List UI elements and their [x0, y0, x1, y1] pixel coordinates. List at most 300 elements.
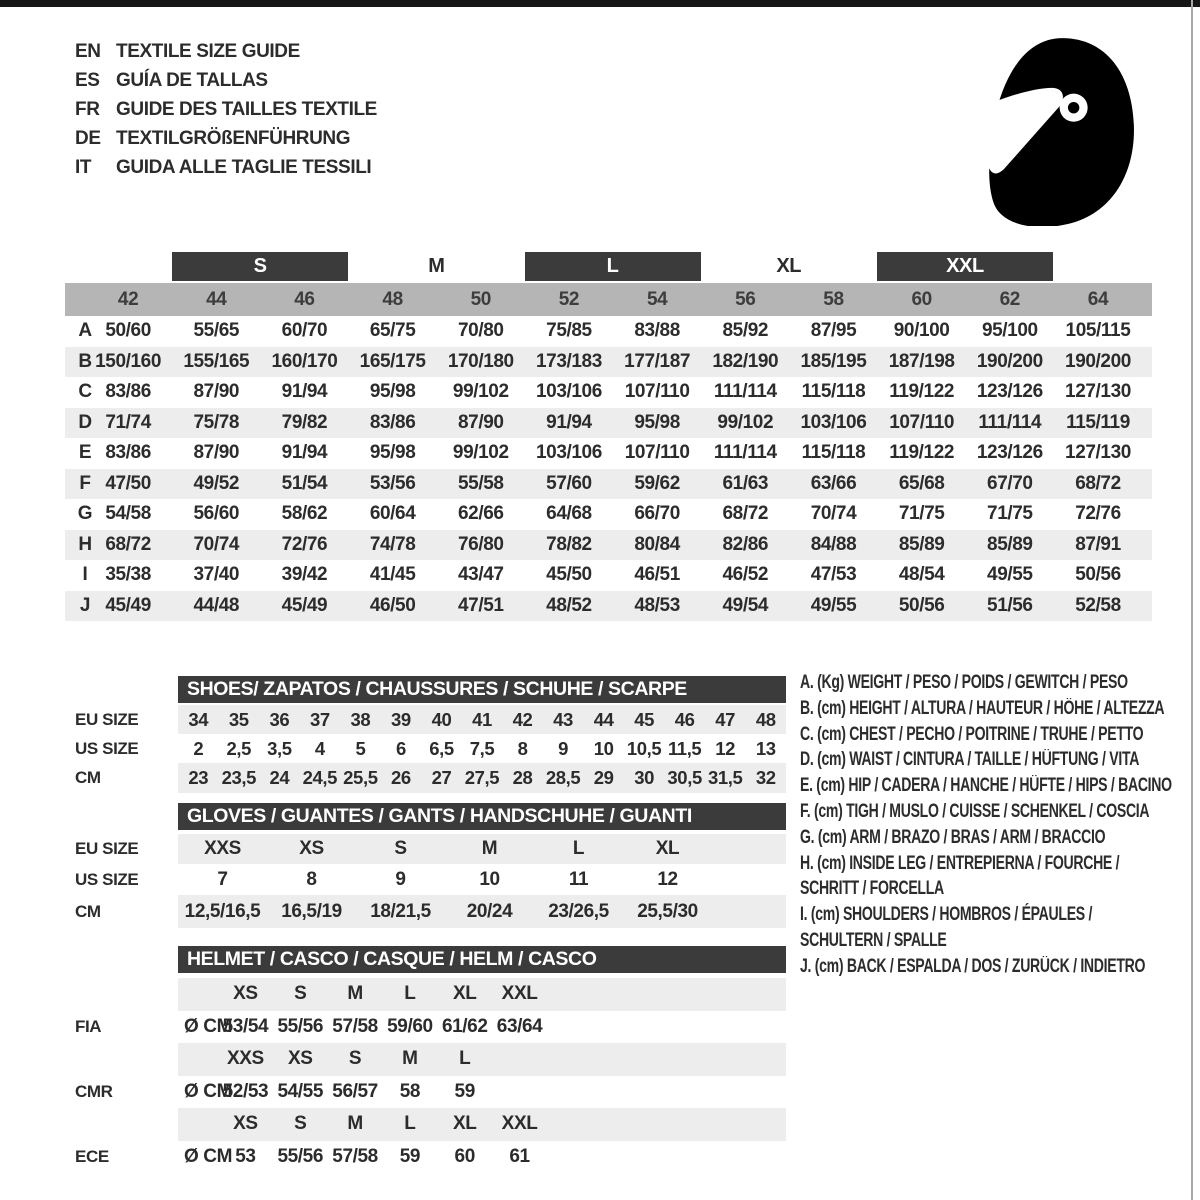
guide-title: GUIDE DES TAILLES TEXTILE: [116, 99, 377, 120]
size-value: 155/165: [183, 350, 250, 372]
size-value: 111/114: [713, 442, 777, 463]
size-value: 55/58: [458, 472, 504, 494]
size-value: 83/88: [634, 320, 680, 341]
size-value: 91/94: [281, 442, 328, 463]
size-value: 65/68: [898, 472, 945, 494]
row-values: [84, 560, 1142, 591]
shoes-us-size-label: US SIZE: [75, 739, 139, 758]
size-value: 64/68: [546, 503, 592, 524]
gloves-header-bar-label: GLOVES / GUANTES / GANTS / HANDSCHUHE / GUANTI: [187, 805, 692, 827]
legend-line: G. (cm) ARM / BRAZO / BRAS / ARM / BRACCIO: [800, 826, 1106, 848]
size-value: 78/82: [546, 533, 592, 555]
apparel-row-D: [0, 408, 1200, 439]
size-value: 83/86: [369, 411, 416, 433]
size-value: 50/56: [898, 594, 945, 616]
row-letter: H: [78, 533, 92, 555]
size-value: 74/78: [369, 533, 416, 555]
row-letter: C: [78, 381, 92, 402]
size-value: 23/26,5: [548, 901, 609, 922]
size-value: 115/119: [1066, 411, 1130, 433]
size-band-s: S: [172, 252, 348, 281]
size-value: 34: [188, 709, 209, 730]
gloves-cm-label: CM: [75, 902, 101, 921]
size-value: 68/72: [1075, 472, 1121, 494]
helmet-values-ece: [218, 1141, 547, 1174]
size-value: XXS: [227, 1048, 264, 1069]
row-letter: D: [78, 411, 92, 433]
size-value: 83/86: [105, 442, 151, 463]
apparel-row-I: [0, 560, 1200, 591]
size-value: 127/130: [1065, 442, 1131, 463]
size-value: 115/118: [801, 442, 866, 463]
size-band-l: L: [525, 252, 701, 281]
row-values: [84, 316, 1142, 347]
gloves-header-bar: [178, 803, 786, 830]
size-value: 79/82: [281, 411, 328, 433]
language-code: ES: [75, 70, 100, 91]
size-value: 91/94: [546, 411, 592, 433]
size-value: 28,5: [545, 767, 581, 788]
size-value: 173/183: [536, 350, 602, 372]
size-value: 55/56: [277, 1145, 324, 1167]
size-band-xxl: XXL: [877, 252, 1053, 281]
size-value: 11,5: [667, 738, 702, 759]
size-value: 50/56: [1075, 564, 1121, 585]
row-values: [84, 530, 1142, 561]
size-value: 68/72: [722, 503, 769, 524]
size-value: 25,5: [343, 767, 378, 788]
size-value: 55/56: [277, 1015, 324, 1037]
size-value: L: [404, 983, 416, 1004]
size-value: 57/60: [546, 472, 592, 494]
size-value: M: [402, 1048, 418, 1069]
diameter-label: Ø CM: [184, 1145, 233, 1167]
size-value: 12,5/16,5: [184, 901, 261, 922]
row-values: [84, 438, 1142, 469]
size-value: 46/50: [369, 594, 416, 616]
size-value: 85/89: [898, 533, 945, 555]
size-value: 95/98: [634, 411, 680, 433]
row-values: [84, 408, 1142, 439]
gloves-cm-values: [178, 895, 712, 928]
size-value: 54/58: [105, 503, 151, 524]
apparel-row-E: [0, 438, 1200, 469]
helmet-header-bar-label: HELMET / CASCO / CASQUE / HELM / CASCO: [187, 948, 597, 970]
shoes-cm-values: [178, 763, 786, 793]
legend-item: [800, 747, 1200, 773]
size-value: 60: [454, 1145, 475, 1167]
size-value: 63/64: [496, 1015, 543, 1037]
size-value: 10: [593, 738, 614, 759]
size-value: 7: [217, 869, 228, 890]
size-value: S: [294, 1113, 307, 1134]
size-value: 87/90: [193, 381, 240, 402]
size-value: 68/72: [105, 533, 151, 555]
row-values: [84, 591, 1142, 622]
legend-item: [800, 696, 1200, 722]
size-value: 20/24: [466, 901, 513, 922]
row-letter: A: [78, 320, 92, 341]
numeric-size: 64: [1087, 289, 1109, 310]
size-value: 85/92: [722, 320, 769, 341]
legend-item: [800, 722, 1200, 748]
size-value: 150/160: [95, 350, 162, 372]
size-value: 70/80: [458, 320, 504, 341]
size-value: 18/21,5: [370, 901, 431, 922]
apparel-row-H: [0, 530, 1200, 561]
size-value: 90/100: [893, 320, 950, 341]
size-value: 91/94: [281, 381, 328, 402]
size-value: 107/110: [889, 411, 955, 433]
shoes-us-values: [178, 734, 786, 763]
numeric-size: 56: [735, 289, 756, 310]
guide-title: TEXTILE SIZE GUIDE: [116, 41, 300, 62]
size-value: 58/62: [281, 503, 328, 524]
size-value: 56/60: [193, 503, 240, 524]
numeric-size: 44: [206, 289, 227, 310]
size-value: 48/54: [898, 564, 945, 585]
size-value: XL: [655, 838, 680, 859]
size-value: 67/70: [987, 472, 1033, 494]
size-value: 42: [512, 709, 533, 730]
size-value: 54/55: [277, 1080, 324, 1102]
size-value: 87/95: [810, 320, 857, 341]
size-value: XS: [233, 983, 258, 1004]
size-value: XXL: [501, 1113, 538, 1134]
size-value: 66/70: [634, 503, 680, 524]
numeric-size: 46: [294, 289, 315, 310]
size-value: 59: [399, 1145, 421, 1167]
size-value: 8: [517, 738, 528, 759]
legend-line: E. (cm) HIP / CADERA / HANCHE / HÜFTE / HIPS / BACINO: [800, 775, 1172, 797]
size-value: 16,5/19: [281, 901, 342, 922]
size-value: 185/195: [800, 350, 867, 372]
size-value: 58: [399, 1080, 421, 1102]
size-value: 87/91: [1075, 533, 1121, 555]
standard-label-cmr: CMR: [75, 1081, 113, 1101]
size-value: S: [294, 983, 307, 1004]
size-value: 45: [634, 709, 654, 730]
size-value: XL: [452, 1113, 477, 1134]
diameter-label: Ø CM: [184, 1015, 233, 1037]
size-value: 25,5/30: [637, 901, 698, 922]
size-value: 71/75: [987, 503, 1033, 524]
size-value: 43/47: [458, 564, 504, 585]
size-value: 61/62: [441, 1015, 488, 1037]
shoes-eu-values: [178, 705, 786, 734]
size-value: 127/130: [1065, 381, 1131, 402]
size-value: 111/114: [713, 381, 777, 402]
size-value: 76/80: [458, 533, 504, 555]
size-value: 43: [553, 709, 573, 730]
size-value: 107/110: [624, 442, 690, 463]
size-value: 37: [309, 709, 330, 730]
size-value: 52/58: [1075, 594, 1121, 616]
row-letter: B: [78, 350, 92, 372]
size-value: 37/40: [193, 564, 240, 585]
size-value: 27,5: [464, 767, 500, 788]
size-value: 2: [193, 738, 204, 759]
size-value: 83/86: [105, 381, 151, 402]
guide-title: GUÍA DE TALLAS: [116, 70, 268, 91]
row-letter: I: [82, 564, 88, 585]
size-value: 44: [593, 709, 614, 730]
size-value: 103/106: [536, 381, 602, 402]
size-value: 23: [188, 767, 209, 788]
size-value: 46/51: [634, 564, 680, 585]
gloves-us-size-label: US SIZE: [75, 870, 139, 889]
size-value: 55/65: [193, 320, 240, 341]
size-value: 35: [228, 709, 249, 730]
size-value: 59/60: [387, 1015, 433, 1037]
legend-line: I. (cm) SHOULDERS / HOMBROS / ÉPAULES /: [800, 904, 1093, 926]
legend-line: F. (cm) TIGH / MUSLO / CUISSE / SCHENKEL / COSCIA: [800, 801, 1150, 822]
guide-title: GUIDA ALLE TAGLIE TESSILI: [116, 157, 372, 178]
size-value: 7,5: [469, 738, 495, 759]
size-value: 46/52: [722, 564, 769, 585]
size-value: 12: [657, 869, 678, 890]
size-value: 123/126: [976, 381, 1043, 402]
size-value: 2,5: [226, 738, 252, 759]
size-value: 45/50: [546, 564, 592, 585]
size-value: 72/76: [281, 533, 328, 555]
size-value: 53: [235, 1145, 256, 1167]
apparel-row-B: [0, 347, 1200, 378]
apparel-row-C: [0, 377, 1200, 408]
legend-item: [800, 799, 1200, 825]
legend-line: SCHULTERN / SPALLE: [800, 929, 947, 951]
row-values: [84, 377, 1142, 408]
size-value: 53/54: [222, 1015, 269, 1037]
size-value: 49/54: [722, 594, 769, 616]
legend-item: [800, 773, 1200, 799]
standard-label-ece: ECE: [75, 1146, 109, 1166]
size-value: 41/45: [369, 564, 416, 585]
size-value: 41: [472, 709, 492, 730]
size-value: 190/200: [1065, 350, 1131, 372]
apparel-row-J: [0, 591, 1200, 622]
size-value: 47/53: [810, 564, 857, 585]
size-value: 9: [558, 738, 568, 759]
numeric-size: 54: [646, 289, 668, 310]
size-value: 63/66: [810, 472, 857, 494]
size-value: 59/62: [634, 472, 680, 494]
size-value: 32: [755, 767, 776, 788]
size-value: 99/102: [717, 411, 774, 433]
visor-pivot-inner: [1068, 102, 1079, 113]
legend-item: [800, 954, 1200, 980]
language-code: IT: [75, 157, 92, 178]
size-value: 95/100: [981, 320, 1038, 341]
size-value: 44/48: [193, 594, 240, 616]
gloves-eu-values: [178, 834, 712, 864]
legend-line: C. (cm) CHEST / PECHO / POITRINE / TRUHE / PETTO: [800, 723, 1144, 745]
size-value: 23,5: [221, 767, 256, 788]
size-value: 61/63: [722, 472, 769, 494]
size-value: 49/55: [810, 594, 857, 616]
size-value: 50/60: [105, 320, 151, 341]
size-value: 119/122: [889, 442, 955, 463]
helmet-values-cmr: [218, 1076, 547, 1109]
language-code: FR: [75, 99, 100, 120]
size-value: XXS: [204, 838, 241, 859]
shoes-eu-size-label: EU SIZE: [75, 710, 139, 729]
size-value: 65/75: [369, 320, 416, 341]
size-value: 187/198: [888, 350, 955, 372]
size-value: 47/50: [105, 472, 151, 494]
helmet-sizes-ece: [218, 1108, 547, 1141]
size-value: 6,5: [429, 738, 454, 759]
size-value: XXL: [501, 983, 538, 1004]
size-band-m: M: [428, 255, 445, 277]
size-value: 53/56: [369, 472, 416, 494]
row-values: [84, 469, 1142, 500]
guide-title: TEXTILGRÖßENFÜHRUNG: [116, 128, 351, 149]
row-letter: J: [79, 594, 91, 616]
shoes-header-bar: [178, 676, 786, 703]
standard-label-fia: FIA: [75, 1016, 102, 1036]
size-value: 84/88: [810, 533, 857, 555]
gloves-us-values: [178, 864, 712, 895]
top-border-strip: [0, 0, 1200, 7]
size-value: 6: [395, 738, 406, 759]
size-value: S: [394, 838, 407, 859]
size-value: 56/57: [332, 1080, 378, 1102]
size-value: 51/56: [987, 594, 1033, 616]
size-value: 35/38: [105, 564, 151, 585]
size-value: 105/115: [1065, 320, 1131, 341]
size-value: 29: [593, 767, 614, 788]
size-value: 4: [314, 738, 325, 759]
size-value: 115/118: [801, 381, 866, 402]
size-value: 49/52: [193, 472, 240, 494]
size-value: L: [572, 838, 585, 859]
size-value: 85/89: [987, 533, 1033, 555]
legend-item: [800, 825, 1200, 851]
legend-line: D. (cm) WAIST / CINTURA / TAILLE / HÜFTUNG / VITA: [800, 749, 1140, 771]
size-value: 103/106: [536, 442, 602, 463]
size-value: 40: [431, 709, 452, 730]
size-value: 3,5: [267, 738, 292, 759]
size-value: 45/49: [281, 594, 328, 616]
size-value: 71/75: [898, 503, 945, 524]
size-value: M: [347, 1113, 363, 1134]
size-value: M: [347, 983, 363, 1004]
size-value: 95/98: [369, 381, 416, 402]
row-values: [84, 499, 1142, 530]
size-value: 75/85: [546, 320, 592, 341]
size-value: 75/78: [193, 411, 240, 433]
language-code: DE: [75, 128, 101, 149]
legend-line: J. (cm) BACK / ESPALDA / DOS / ZURÜCK / INDIETRO: [800, 955, 1146, 977]
size-value: 111/114: [978, 411, 1042, 433]
row-letter: F: [79, 472, 91, 494]
size-value: XS: [299, 838, 324, 859]
size-value: 182/190: [712, 350, 779, 372]
size-value: 107/110: [624, 381, 690, 402]
shoes-cm-label: CM: [75, 768, 101, 787]
size-value: 38: [350, 709, 371, 730]
size-value: 47/51: [458, 594, 504, 616]
size-value: 10: [479, 869, 500, 890]
size-value: 39: [391, 709, 411, 730]
size-value: 82/86: [722, 533, 769, 555]
numeric-size: 62: [999, 289, 1020, 310]
size-value: 30: [634, 767, 654, 788]
size-value: 57/58: [332, 1145, 378, 1167]
size-value: 13: [755, 738, 776, 759]
size-value: 27: [431, 767, 452, 788]
size-value: 61: [509, 1145, 530, 1167]
legend-line: B. (cm) HEIGHT / ALTURA / HAUTEUR / HÖHE / ALTEZZA: [800, 697, 1165, 719]
apparel-row-F: [0, 469, 1200, 500]
size-value: 10,5: [626, 738, 662, 759]
size-value: 39/42: [281, 564, 328, 585]
legend-line: SCHRITT / FORCELLA: [800, 878, 944, 900]
legend-item: [800, 851, 1200, 903]
size-value: 119/122: [889, 381, 955, 402]
size-value: L: [459, 1048, 471, 1069]
size-value: 71/74: [105, 411, 151, 433]
size-value: 99/102: [452, 381, 509, 402]
size-value: 123/126: [976, 442, 1043, 463]
apparel-row-G: [0, 499, 1200, 530]
size-value: 60/70: [281, 320, 328, 341]
numeric-size: 58: [823, 289, 844, 310]
size-value: 62/66: [458, 503, 504, 524]
size-band-xl: XL: [776, 255, 802, 277]
size-value: 28: [512, 767, 533, 788]
size-value: 47: [715, 709, 736, 730]
size-value: 24,5: [302, 767, 338, 788]
size-value: 70/74: [810, 503, 857, 524]
row-values: [84, 347, 1142, 378]
size-value: 170/180: [447, 350, 514, 372]
size-value: 99/102: [452, 442, 509, 463]
shoes-header-bar-label: SHOES/ ZAPATOS / CHAUSSURES / SCHUHE / SCARPE: [187, 678, 687, 700]
size-value: 30,5: [667, 767, 702, 788]
legend-item: [800, 902, 1195, 954]
racing-helmet-icon: [972, 34, 1140, 226]
size-value: 8: [306, 869, 317, 890]
size-value: 48/53: [634, 594, 680, 616]
numeric-size-band: [65, 283, 1152, 316]
size-value: 60/64: [369, 503, 416, 524]
size-value: 177/187: [624, 350, 691, 372]
helmet-header-bar: [178, 946, 786, 973]
size-value: 46: [674, 709, 695, 730]
numeric-size-cells: [84, 283, 1142, 316]
size-value: 31,5: [707, 767, 743, 788]
row-letter: E: [78, 442, 92, 463]
helmet-values-fia: [218, 1011, 547, 1044]
size-value: 103/106: [800, 411, 867, 433]
size-value: XL: [452, 983, 477, 1004]
size-value: 52/53: [222, 1080, 269, 1102]
helmet-sizes-fia: [218, 978, 547, 1011]
size-value: XS: [233, 1113, 258, 1134]
size-value: 48: [755, 709, 776, 730]
size-value: 26: [391, 767, 411, 788]
legend-line: A. (Kg) WEIGHT / PESO / POIDS / GEWITCH / PESO: [800, 672, 1128, 693]
size-value: M: [481, 838, 498, 859]
size-value: XS: [287, 1048, 313, 1069]
size-value: 59: [454, 1080, 475, 1102]
gloves-eu-size-label: EU SIZE: [75, 839, 139, 858]
row-letter: G: [77, 503, 93, 524]
language-code: EN: [75, 41, 101, 62]
size-value: 48/52: [546, 594, 592, 616]
